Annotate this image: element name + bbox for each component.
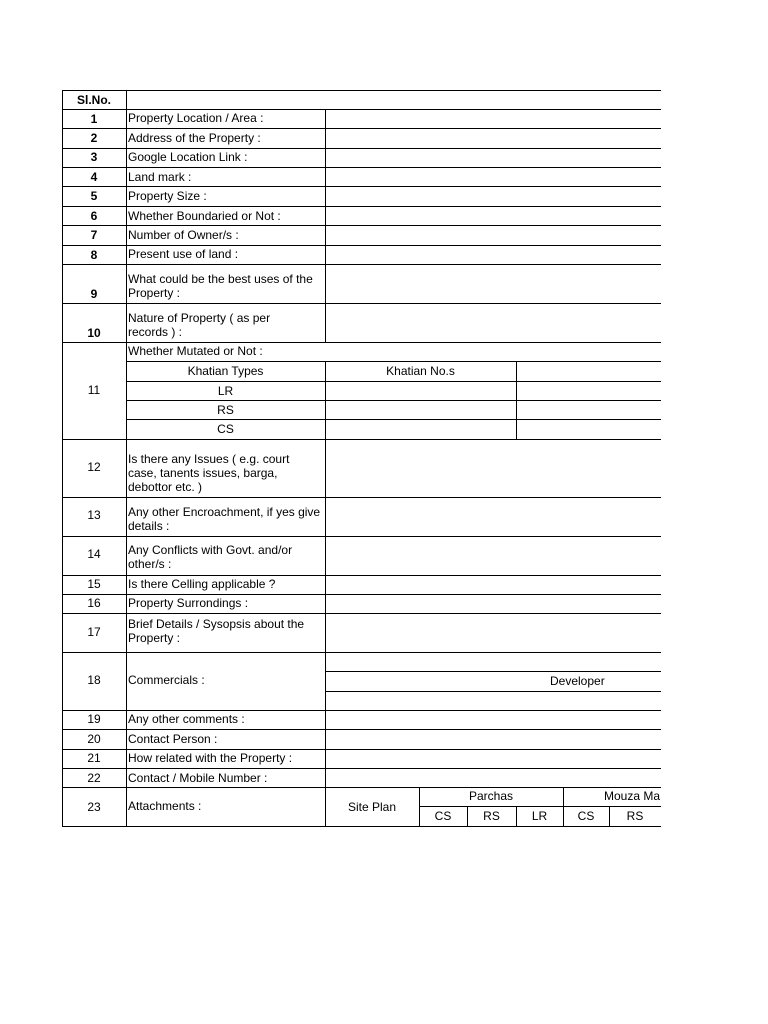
row-number-22: 22 — [87, 771, 101, 785]
grid-line — [62, 729, 661, 730]
row-number-11: 11 — [87, 383, 101, 397]
grid-line — [325, 691, 661, 692]
parchas-col-rs: RS — [483, 809, 500, 823]
grid-line — [62, 167, 661, 168]
khatian-types-header: Khatian Types — [187, 364, 264, 378]
row-label: Attachments : — [128, 799, 202, 813]
grid-line — [126, 381, 661, 382]
grid-line — [62, 245, 661, 246]
khatian-type-lr: LR — [217, 384, 234, 398]
row-label: What could be the best uses of the Property : — [128, 272, 313, 300]
row-label: Contact Person : — [128, 732, 218, 746]
row-label: Is there Celling applicable ? — [128, 577, 276, 591]
grid-line — [126, 400, 661, 401]
row-number-14: 14 — [87, 547, 101, 561]
grid-line — [62, 594, 661, 595]
row-number-6: 6 — [90, 209, 98, 223]
row-number-20: 20 — [87, 732, 101, 746]
grid-line — [126, 90, 127, 827]
grid-line — [62, 749, 661, 750]
row-number-1: 1 — [90, 112, 98, 126]
grid-line — [62, 497, 661, 498]
row-label: Brief Details / Sysopsis about the Property : — [128, 617, 305, 645]
grid-line — [62, 264, 661, 265]
row-number-10: 10 — [87, 326, 101, 340]
khatian-type-cs: CS — [217, 422, 234, 436]
grid-line — [62, 710, 661, 711]
mouza-col-rs: RS — [626, 809, 644, 823]
row-number-21: 21 — [87, 751, 101, 765]
row-number-4: 4 — [90, 170, 98, 184]
grid-line — [126, 419, 661, 420]
grid-line — [126, 361, 661, 362]
grid-line — [62, 342, 661, 343]
row-number-7: 7 — [90, 228, 98, 242]
grid-line — [62, 206, 661, 207]
row-number-19: 19 — [87, 712, 101, 726]
parchas-col-cs: CS — [434, 809, 452, 823]
grid-line — [419, 806, 661, 807]
row-label: Whether Mutated or Not : — [128, 344, 263, 358]
grid-line — [62, 575, 661, 576]
row-number-3: 3 — [90, 150, 98, 164]
grid-line — [62, 439, 661, 440]
row-number-12: 12 — [87, 460, 101, 474]
row-label: Number of Owner/s : — [128, 228, 239, 242]
row-number-18: 18 — [87, 673, 101, 687]
row-label: Address of the Property : — [128, 131, 261, 145]
parchas-col-lr: LR — [531, 809, 548, 823]
mouza-label: Mouza Ma — [604, 789, 661, 803]
grid-line — [62, 90, 661, 91]
row-number-2: 2 — [90, 131, 98, 145]
row-label: Present use of land : — [128, 247, 239, 261]
grid-line — [62, 652, 661, 653]
row-number-15: 15 — [87, 577, 101, 591]
parchas-label: Parchas — [468, 789, 514, 803]
row-number-13: 13 — [87, 508, 101, 522]
grid-line — [62, 826, 661, 827]
grid-line — [62, 109, 661, 110]
grid-line — [62, 768, 661, 769]
row-number-5: 5 — [90, 189, 98, 203]
grid-line — [62, 613, 661, 614]
row-number-17: 17 — [87, 625, 101, 639]
developer-label: Developer — [550, 674, 605, 688]
row-label: Any other comments : — [128, 712, 245, 726]
row-label: Property Surrondings : — [128, 596, 249, 610]
row-label: Google Location Link : — [128, 150, 248, 164]
row-label: Land mark : — [128, 170, 192, 184]
row-number-23: 23 — [87, 800, 101, 814]
grid-line — [62, 225, 661, 226]
grid-line — [62, 303, 661, 304]
mouza-col-cs: CS — [577, 809, 595, 823]
grid-line — [62, 148, 661, 149]
row-label: Whether Boundaried or Not : — [128, 209, 281, 223]
row-label: Commercials : — [128, 673, 205, 687]
grid-line — [325, 671, 661, 672]
row-label: How related with the Property : — [128, 751, 293, 765]
grid-line — [62, 787, 661, 788]
row-label: Any Conflicts with Govt. and/or other/s : — [128, 543, 293, 571]
site-plan-label: Site Plan — [347, 800, 397, 814]
row-label: Property Location / Area : — [128, 111, 264, 125]
khatian-type-rs: RS — [217, 403, 234, 417]
row-label: Contact / Mobile Number : — [128, 771, 268, 785]
row-number-16: 16 — [87, 596, 101, 610]
row-label: Nature of Property ( as per records ) : — [128, 311, 271, 339]
grid-line — [62, 536, 661, 537]
khatian-nos-header: Khatian No.s — [386, 364, 455, 378]
grid-line — [62, 186, 661, 187]
row-label: Any other Encroachment, if yes give details : — [128, 505, 321, 533]
row-number-8: 8 — [90, 248, 98, 262]
sl-no-header: Sl.No. — [76, 93, 111, 107]
row-label: Is there any Issues ( e.g. court case, tanents issues, barga, debottor etc. ) — [128, 452, 290, 494]
grid-line — [62, 128, 661, 129]
row-number-9: 9 — [90, 287, 98, 301]
row-label: Property Size : — [128, 189, 207, 203]
